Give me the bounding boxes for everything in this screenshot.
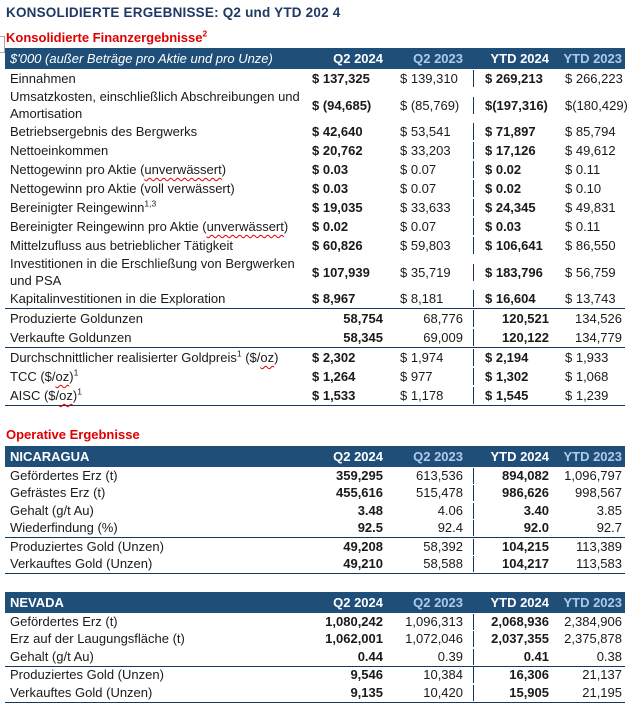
value-cell: 58,392 xyxy=(423,538,463,554)
value-cell: 1,062,001 xyxy=(325,631,383,647)
spellcheck-underline: unverwässert xyxy=(206,219,284,234)
row-label: Verkauftes Gold (Unzen) xyxy=(10,684,153,700)
value-cell: $ 16,604 xyxy=(473,290,558,307)
value-cell: $ 59,803 xyxy=(400,238,451,253)
value-cell: $ 1,068 xyxy=(565,369,609,384)
value-cell: 15,905 xyxy=(473,685,558,701)
nicaragua-table xyxy=(5,446,625,574)
row-label: AISC ($/oz)$^1$ xyxy=(10,386,82,403)
value-cell: $ 13,743 xyxy=(565,291,616,306)
spellcheck-underline: oz xyxy=(59,388,73,403)
value-cell: $ 1,264 xyxy=(312,369,356,384)
superscript: 1 xyxy=(77,386,82,397)
table-header-row xyxy=(5,446,625,467)
table-title: NICARAGUA xyxy=(10,449,90,464)
row-label: Nettogewinn pro Aktie (voll verwässert) xyxy=(10,181,235,196)
value-cell: $ 33,633 xyxy=(400,200,451,215)
value-cell: $ 1,545 xyxy=(473,387,558,404)
table-row xyxy=(5,347,625,367)
value-cell: 49,210 xyxy=(343,556,383,572)
value-cell: 92.7 xyxy=(596,520,622,536)
nevada-table xyxy=(5,592,625,703)
row-label: Einnahmen xyxy=(10,71,76,86)
value-cell: 0.44 xyxy=(357,648,383,664)
row-label: Gefrästes Erz (t) xyxy=(10,485,106,501)
column-header: YTD 2023 xyxy=(563,449,622,464)
value-cell: $ 269,213 xyxy=(473,70,558,87)
table-row xyxy=(5,198,625,217)
value-cell: 9,546 xyxy=(350,667,383,683)
table-spacer xyxy=(5,574,625,588)
value-cell: 21,137 xyxy=(582,667,622,683)
table-row xyxy=(5,328,625,347)
value-cell: $ 85,794 xyxy=(565,124,616,139)
value-cell: 10,384 xyxy=(423,667,463,683)
value-cell: 92.4 xyxy=(437,520,463,536)
value-cell: 134,779 xyxy=(575,330,622,345)
table-row xyxy=(5,88,628,122)
table-row xyxy=(5,502,625,520)
value-cell: $ 139,310 xyxy=(400,71,458,86)
row-label: Gefördertes Erz (t) xyxy=(10,467,118,483)
value-cell: $ 0.02 xyxy=(473,180,558,197)
table-row xyxy=(5,648,625,666)
value-cell: 92.0 xyxy=(473,520,558,536)
table-title: NEVADA xyxy=(10,595,64,610)
value-cell: 359,295 xyxy=(336,467,383,483)
value-cell: $ 266,223 xyxy=(565,71,623,86)
row-label: Bereinigter Reingewinn$^{1,3}$ xyxy=(10,198,157,215)
value-cell: 49,208 xyxy=(343,538,383,554)
column-header: YTD 2023 xyxy=(563,595,622,610)
value-cell: 92.5 xyxy=(357,520,383,536)
value-cell: 455,616 xyxy=(336,485,383,501)
value-cell: $ 2,302 xyxy=(312,350,356,365)
value-cell: $ 0.10 xyxy=(565,181,602,196)
value-cell: $ 56,759 xyxy=(565,264,616,280)
row-label: Kapitalinvestitionen in die Exploration xyxy=(10,291,226,306)
value-cell: 9,135 xyxy=(350,684,383,700)
value-cell: 104,217 xyxy=(473,556,558,572)
row-label: Bereinigter Reingewinn pro Aktie (unverwässert) xyxy=(10,219,289,234)
table-row xyxy=(5,613,625,631)
column-header-q2-2024: Q2 2024 xyxy=(333,51,383,66)
column-header: Q2 2024 xyxy=(333,449,383,464)
row-label: TCC ($/oz)$^1$ xyxy=(10,367,79,384)
value-cell: $ 0.03 xyxy=(312,162,349,177)
row-label: Umsatzkosten, einschließlich Abschreibungen und Amortisation xyxy=(10,89,300,121)
table-row xyxy=(5,289,625,308)
value-cell: $ 0.11 xyxy=(565,162,601,177)
value-cell: $ 0.07 xyxy=(400,162,437,177)
financial-section-heading xyxy=(6,30,624,45)
column-header: Q2 2023 xyxy=(413,449,463,464)
row-label: Betriebsergebnis des Bergwerks xyxy=(10,124,198,139)
table-row xyxy=(5,666,625,685)
value-cell: 16,306 xyxy=(473,667,558,683)
column-header-ytd-2023: YTD 2023 xyxy=(563,51,622,66)
spellcheck-underline: oz xyxy=(55,369,70,384)
table-row xyxy=(5,467,625,485)
row-label: Produziertes Gold (Unzen) xyxy=(10,538,164,554)
value-cell: 21,195 xyxy=(582,684,622,700)
value-cell: $ 1,974 xyxy=(400,350,444,365)
superscript: 1,3 xyxy=(144,198,157,209)
value-cell: 894,082 xyxy=(473,468,558,484)
financial-table-header-row xyxy=(5,48,625,69)
value-cell: $ 0.07 xyxy=(400,219,437,234)
value-cell: 613,536 xyxy=(416,467,463,483)
operational-section xyxy=(5,427,625,703)
row-label: Mittelzufluss aus betrieblicher Tätigkeit xyxy=(10,238,234,253)
row-label: Durchschnittlicher realisierter Goldpreis$^1$ ($/oz) xyxy=(10,348,279,365)
value-cell: 68,776 xyxy=(423,311,463,326)
table-row xyxy=(5,236,625,255)
row-label: Verkauftes Gold (Unzen) xyxy=(10,556,153,572)
value-cell: $ 8,967 xyxy=(312,291,356,306)
value-cell: 134,526 xyxy=(575,311,622,326)
table-row xyxy=(5,631,625,649)
value-cell: $ 33,203 xyxy=(400,143,451,158)
value-cell: 1,096,313 xyxy=(405,613,463,629)
value-cell: 69,009 xyxy=(423,330,463,345)
financial-table xyxy=(5,48,628,406)
row-label: Verkaufte Goldunzen xyxy=(10,330,132,345)
table-row xyxy=(5,485,625,503)
spellcheck-underline: oz xyxy=(260,350,275,365)
document-page xyxy=(0,4,629,703)
value-cell: 998,567 xyxy=(575,485,622,501)
financial-table-header-label: $'000 (außer Beträge pro Aktie und pro Unze) xyxy=(10,51,273,66)
row-label: Investitionen in die Erschließung von Bergwerken und PSA xyxy=(10,256,295,288)
column-header: Q2 2023 xyxy=(413,595,463,610)
value-cell: $ 0.02 xyxy=(473,161,558,178)
row-label: Gehalt (g/t Au) xyxy=(10,502,94,518)
value-cell: $ 1,302 xyxy=(473,368,558,385)
row-label: Gefördertes Erz (t) xyxy=(10,613,118,629)
column-header: YTD 2024 xyxy=(490,595,549,610)
value-cell: 113,389 xyxy=(575,538,622,554)
value-cell: $ 1,933 xyxy=(565,350,609,365)
footnote-superscript: 2 xyxy=(202,28,208,39)
value-cell: 0.39 xyxy=(437,648,463,664)
table-row xyxy=(5,556,625,574)
stray-selection-artifact xyxy=(0,36,5,53)
table-row xyxy=(5,367,625,386)
value-cell: $ 0.03 xyxy=(312,181,349,196)
value-cell: 3.48 xyxy=(357,502,383,518)
value-cell: $ 1,239 xyxy=(565,388,609,403)
value-cell: 2,068,936 xyxy=(473,614,558,630)
column-header: Q2 2024 xyxy=(333,595,383,610)
row-label: Gehalt (g/t Au) xyxy=(10,648,94,664)
value-cell: 58,754 xyxy=(343,311,383,326)
value-cell: $ 49,831 xyxy=(565,200,616,215)
value-cell: $ 8,181 xyxy=(400,291,444,306)
row-label: Produziertes Gold (Unzen) xyxy=(10,667,164,683)
table-row xyxy=(5,520,625,538)
value-cell: $ 49,612 xyxy=(565,143,616,158)
value-cell: $ 107,939 xyxy=(312,264,370,280)
table-row xyxy=(5,122,625,141)
value-cell: $ 0.07 xyxy=(400,181,437,196)
value-cell: $ 53,541 xyxy=(400,124,451,139)
value-cell: 1,080,242 xyxy=(325,613,383,629)
value-cell: $ 0.02 xyxy=(312,219,349,234)
spellcheck-underline: unverwässert xyxy=(144,162,222,177)
row-label: Nettogewinn pro Aktie (unverwässert) xyxy=(10,162,227,177)
value-cell: $ 35,719 xyxy=(400,264,451,280)
table-header-row xyxy=(5,592,625,613)
table-row xyxy=(5,141,625,160)
page-title: KONSOLIDIERTE ERGEBNISSE: Q2 und YTD 202 4 xyxy=(6,5,341,20)
value-cell: 10,420 xyxy=(423,684,463,700)
table-row xyxy=(5,537,625,556)
value-cell: 0.38 xyxy=(596,648,622,664)
value-cell: 1,072,046 xyxy=(405,631,463,647)
table-row xyxy=(5,179,625,198)
value-cell: 2,384,906 xyxy=(564,613,622,629)
row-label: Erz auf der Laugungsfläche (t) xyxy=(10,631,185,647)
value-cell: $ 60,826 xyxy=(312,238,363,253)
value-cell: 2,375,878 xyxy=(564,631,622,647)
value-cell: $ 0.03 xyxy=(473,218,558,235)
value-cell: 0.41 xyxy=(473,649,558,665)
value-cell: $ 1,178 xyxy=(400,388,444,403)
value-cell: $ 24,345 xyxy=(473,199,558,216)
value-cell: $ 17,126 xyxy=(473,142,558,159)
value-cell: 3.85 xyxy=(596,502,622,518)
value-cell: $ 42,640 xyxy=(312,124,363,139)
operational-section-heading: Operative Ergebnisse xyxy=(6,427,140,442)
superscript: 1 xyxy=(236,348,242,359)
value-cell: 120,521 xyxy=(473,310,558,327)
value-cell: $(180,429) xyxy=(565,97,628,113)
value-cell: 3.40 xyxy=(473,503,558,519)
table-row xyxy=(5,255,625,289)
value-cell: $(197,316) xyxy=(473,97,558,114)
value-cell: $ 0.11 xyxy=(565,219,601,234)
financial-heading-text: Konsolidierte Finanzergebnisse xyxy=(6,30,203,45)
column-header: YTD 2024 xyxy=(490,449,549,464)
superscript: 1 xyxy=(73,367,79,378)
value-cell: $ 183,796 xyxy=(473,264,558,281)
value-cell: $ 86,550 xyxy=(565,238,616,253)
row-label: Wiederfindung (%) xyxy=(10,520,118,536)
value-cell: $ (94,685) xyxy=(312,97,372,113)
value-cell: $ 20,762 xyxy=(312,143,363,158)
value-cell: $ 19,035 xyxy=(312,200,363,215)
value-cell: 2,037,355 xyxy=(473,631,558,647)
column-header-q2-2023: Q2 2023 xyxy=(413,51,463,66)
table-row xyxy=(5,160,625,179)
value-cell: $ 106,641 xyxy=(473,237,558,254)
value-cell: $ 977 xyxy=(400,369,433,384)
financial-table-body xyxy=(5,69,628,405)
table-row xyxy=(5,308,625,328)
value-cell: 58,345 xyxy=(343,330,383,345)
value-cell: 515,478 xyxy=(416,485,463,501)
value-cell: 1,096,797 xyxy=(564,467,622,483)
value-cell: $ 137,325 xyxy=(312,71,370,86)
column-header-ytd-2024: YTD 2024 xyxy=(490,51,549,66)
value-cell: 986,626 xyxy=(473,485,558,501)
row-label: Produzierte Goldunzen xyxy=(10,311,143,326)
table-row xyxy=(5,386,625,405)
value-cell: $ (85,769) xyxy=(400,97,460,113)
value-cell: 104,215 xyxy=(473,539,558,555)
value-cell: $ 71,897 xyxy=(473,123,558,140)
value-cell: $ 2,194 xyxy=(473,349,558,366)
value-cell: 113,583 xyxy=(575,556,622,572)
value-cell: 58,588 xyxy=(423,556,463,572)
value-cell: $ 1,533 xyxy=(312,388,356,403)
value-cell: 120,122 xyxy=(473,329,558,346)
value-cell: 4.06 xyxy=(437,502,463,518)
table-row xyxy=(5,69,625,88)
table-row xyxy=(5,217,625,236)
row-label: Nettoeinkommen xyxy=(10,143,109,158)
